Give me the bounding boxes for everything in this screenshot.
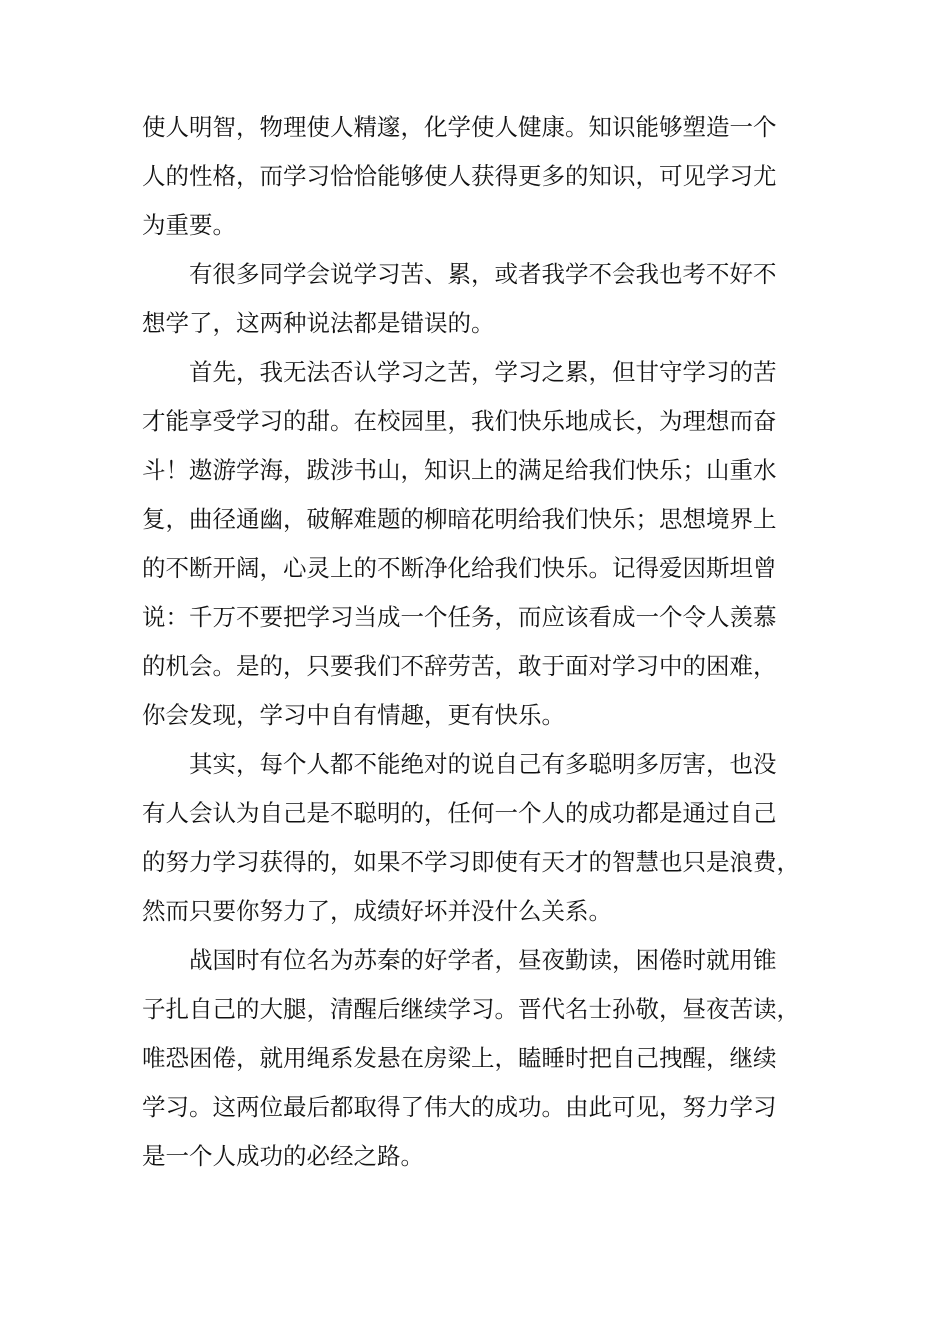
- text-line: 说：千万不要把学习当成一个任务，而应该看成一个令人羡慕: [142, 603, 777, 631]
- paragraph-2: [142, 250, 814, 348]
- paragraph-1: [142, 103, 814, 250]
- text-line: 学习。这两位最后都取得了伟大的成功。由此可见，努力学习: [142, 1093, 777, 1121]
- text-line: 子扎自己的大腿，清醒后继续学习。晋代名士孙敬，昼夜苦读，: [142, 995, 800, 1023]
- text-line: 使人明智，物理使人精邃，化学使人健康。知识能够塑造一个: [142, 113, 777, 141]
- text-line: 的不断开阔，心灵上的不断净化给我们快乐。记得爱因斯坦曾: [142, 554, 777, 582]
- text-line: 为重要。: [142, 211, 236, 239]
- text-line: 人的性格，而学习恰恰能够使人获得更多的知识，可见学习尤: [142, 162, 777, 190]
- text-line: 斗！遨游学海，跋涉书山，知识上的满足给我们快乐；山重水: [142, 456, 777, 484]
- text-line: 首先，我无法否认学习之苦，学习之累，但甘守学习的苦: [189, 358, 777, 386]
- text-line: 然而只要你努力了，成绩好坏并没什么关系。: [142, 897, 612, 925]
- text-line: 复，曲径通幽，破解难题的柳暗花明给我们快乐；思想境界上: [142, 505, 777, 533]
- text-line: 是一个人成功的必经之路。: [142, 1142, 424, 1170]
- paragraph-5: [142, 936, 814, 1181]
- text-line: 有人会认为自己是不聪明的，任何一个人的成功都是通过自己: [142, 799, 777, 827]
- paragraph-3: [142, 348, 814, 740]
- text-line: 想学了，这两种说法都是错误的。: [142, 309, 495, 337]
- text-line: 其实，每个人都不能绝对的说自己有多聪明多厉害，也没: [189, 750, 777, 778]
- document-body: [142, 103, 814, 1181]
- text-line: 你会发现，学习中自有情趣，更有快乐。: [142, 701, 565, 729]
- text-line: 的努力学习获得的，如果不学习即使有天才的智慧也只是浪费，: [142, 848, 800, 876]
- text-line: 唯恐困倦，就用绳系发悬在房梁上，瞌睡时把自己拽醒，继续: [142, 1044, 777, 1072]
- text-line: 的机会。是的，只要我们不辞劳苦，敢于面对学习中的困难，: [142, 652, 777, 680]
- text-line: 才能享受学习的甜。在校园里，我们快乐地成长，为理想而奋: [142, 407, 777, 435]
- text-line: 有很多同学会说学习苦、累，或者我学不会我也考不好不: [189, 260, 777, 288]
- text-line: 战国时有位名为苏秦的好学者，昼夜勤读，困倦时就用锥: [189, 946, 777, 974]
- paragraph-4: [142, 740, 814, 936]
